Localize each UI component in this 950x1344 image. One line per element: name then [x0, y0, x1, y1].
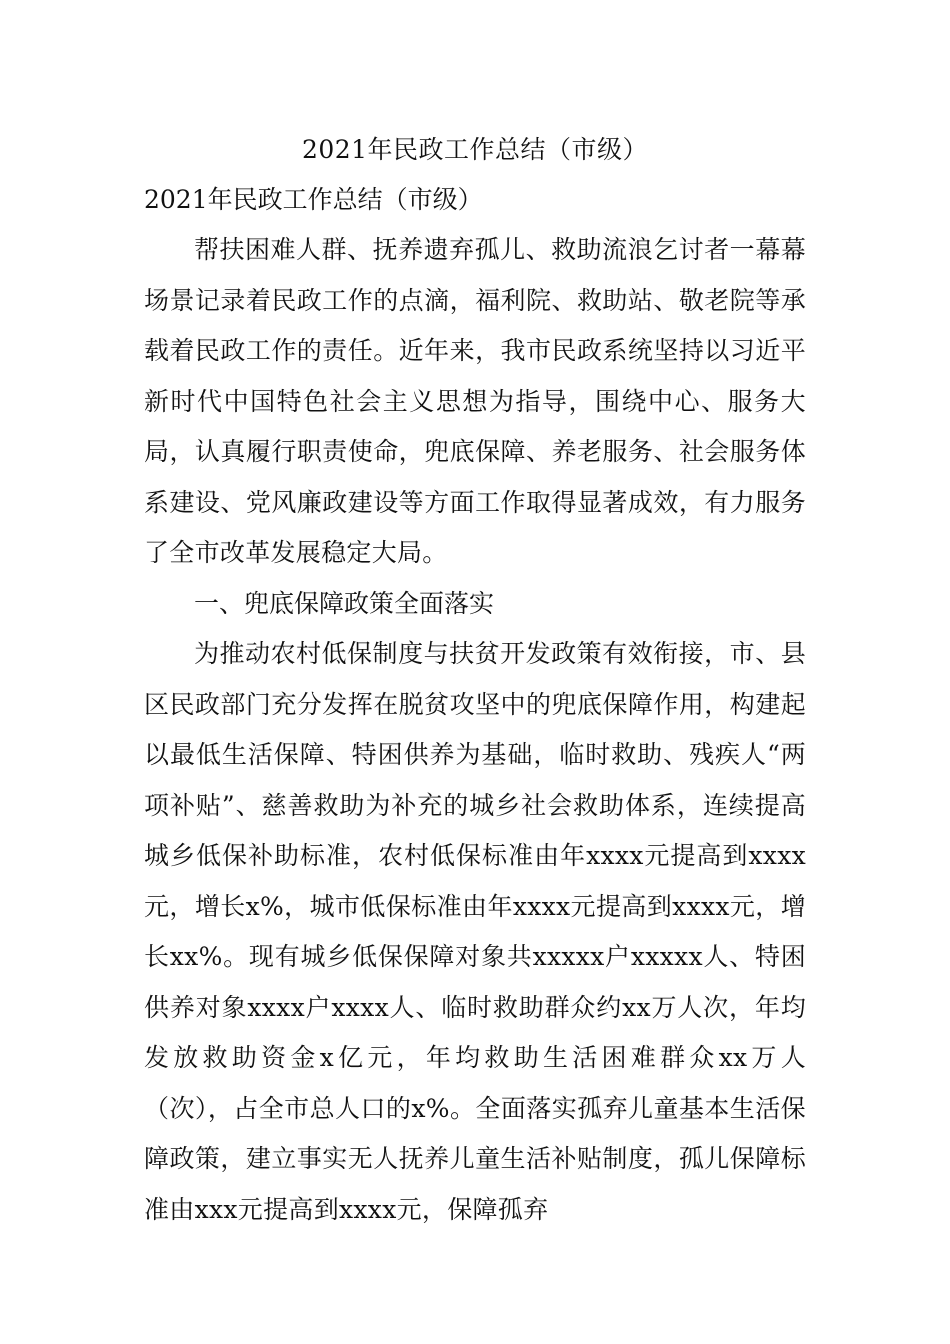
section-1-heading: 一、兜底保障政策全面落实 — [194, 588, 495, 618]
intro-paragraph: 帮扶困难人群、抚养遗弃孤儿、救助流浪乞讨者一幕幕场景记录着民政工作的点滴，福利院、救助站、敬老院等承载着民政工作的责任。近年来，我市民政系统坚持以习近平新时代中国特色社会主义思想为指导，围绕中心、服务大局，认真履行职责使命，兜底保障、养老服务、社会服务体系建设、党风廉政建设等方面工作取得显著成效，有力服务了全市改革发展稳定大局。 — [144, 235, 806, 567]
document-page — [144, 125, 806, 1235]
document-subtitle: 2021年民政工作总结（市级） — [144, 185, 483, 214]
section-1-paragraph: 为推动农村低保制度与扶贫开发政策有效衔接，市、县区民政部门充分发挥在脱贫攻坚中的兜底保障作用，构建起以最低生活保障、特困供养为基础，临时救助、残疾人“两项补贴”、慈善救助为补充的城乡社会救助体系，连续提高城乡低保补助标准，农村低保标准由年xxxx元提高到xxxx元，增长x%，城市低保标准由年xxxx元提高到xxxx元，增长xx%。现有城乡低保保障对象共xxxxx户xxxxx人、特困供养对象xxxx户xxxx人、临时救助群众约xx万人次，年均发放救助资金x亿元，年均救助生活困难群众xx万人（次），占全市总人口的x%。全面落实孤弃儿童基本生活保障政策，建立事实无人抚养儿童生活补贴制度，孤儿保障标准由xxx元提高到xxxx元，保障孤弃 — [144, 639, 806, 1224]
document-title: 2021年民政工作总结（市级） — [301, 135, 649, 164]
